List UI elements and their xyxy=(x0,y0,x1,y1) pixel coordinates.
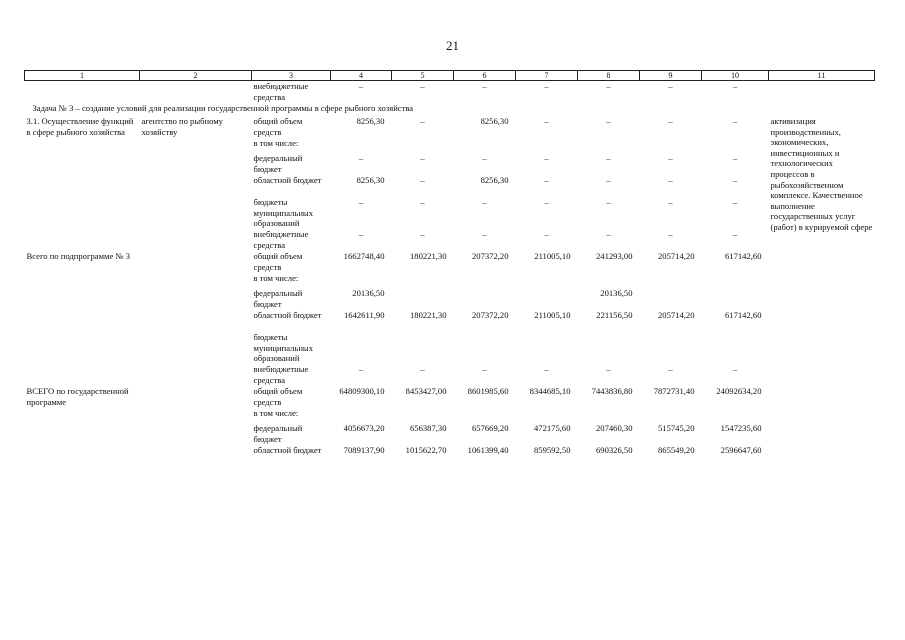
value-cell: 865549,20 xyxy=(657,445,695,455)
value-cell: 657669,20 xyxy=(471,423,509,433)
task-title: Задача № 3 – создание условий для реализации государственной программы в сфере рыбного хозяйства xyxy=(32,103,414,113)
value-cell: 205714,20 xyxy=(657,310,695,320)
value-cell: 1547235,60 xyxy=(720,423,762,433)
empty-value: – xyxy=(668,175,673,185)
value-cell: 8256,30 xyxy=(480,175,509,185)
value-cell: 8256,30 xyxy=(356,116,385,126)
empty-value: – xyxy=(668,81,673,91)
empty-value: – xyxy=(732,175,738,185)
empty-value: – xyxy=(358,153,364,163)
task-row xyxy=(25,103,875,116)
value-cell: 8344685,10 xyxy=(529,386,571,396)
row-label: областной бюджет xyxy=(253,310,322,320)
header-cell: 9 xyxy=(640,71,702,81)
empty-value: – xyxy=(544,197,549,207)
value-cell: 8453427,00 xyxy=(405,386,447,396)
value-cell: 1662748,40 xyxy=(343,251,385,261)
program-total-label: ВСЕГО по государственной программе xyxy=(26,386,129,407)
row-label: в том числе: xyxy=(253,273,299,283)
row-label: общий объем средств xyxy=(253,251,303,272)
empty-value: – xyxy=(544,175,549,185)
value-cell: 1642611,90 xyxy=(343,310,385,320)
empty-value: – xyxy=(732,364,738,374)
row-label: бюджеты муниципальных образований xyxy=(253,197,313,229)
empty-value: – xyxy=(420,81,425,91)
value-cell: 4056673,20 xyxy=(343,423,385,433)
row-label: областной бюджет xyxy=(253,445,322,455)
value-cell: 20136,50 xyxy=(600,288,633,298)
empty-value: – xyxy=(732,116,738,126)
value-cell: 617142,60 xyxy=(724,251,762,261)
empty-value: – xyxy=(482,364,487,374)
empty-value: – xyxy=(358,364,364,374)
value-cell: 207372,20 xyxy=(471,251,509,261)
row-label: общий объем средств xyxy=(253,116,303,137)
empty-value: – xyxy=(668,116,673,126)
value-cell: 690326,50 xyxy=(595,445,633,455)
header-cell: 10 xyxy=(702,71,769,81)
value-cell: 617142,60 xyxy=(724,310,762,320)
empty-value: – xyxy=(420,197,425,207)
page-number: 21 xyxy=(446,38,459,53)
empty-value: – xyxy=(732,153,738,163)
empty-value: – xyxy=(482,197,487,207)
empty-value: – xyxy=(420,175,425,185)
empty-value: – xyxy=(420,229,425,239)
row-label: внебюджетные средства xyxy=(253,229,309,250)
empty-value: – xyxy=(668,153,673,163)
value-cell: 241293,00 xyxy=(595,251,633,261)
empty-value: – xyxy=(544,153,549,163)
value-cell: 180221,30 xyxy=(409,251,447,261)
empty-value: – xyxy=(606,153,611,163)
header-cell: 4 xyxy=(331,71,392,81)
row-label: федеральный бюджет xyxy=(253,288,303,309)
value-cell: 8256,30 xyxy=(356,175,385,185)
value-cell: 7443836,80 xyxy=(591,386,633,396)
empty-value: – xyxy=(482,229,487,239)
empty-value: – xyxy=(732,197,738,207)
row-label: внебюджетные средства xyxy=(253,364,309,385)
empty-value: – xyxy=(544,364,549,374)
empty-value: – xyxy=(606,364,611,374)
empty-value: – xyxy=(668,364,673,374)
value-cell: 211005,10 xyxy=(534,251,571,261)
empty-value: – xyxy=(482,81,487,91)
value-cell: 515745,20 xyxy=(657,423,695,433)
empty-value: – xyxy=(606,197,611,207)
row-label: общий объем средств xyxy=(253,386,303,407)
value-cell: 205714,20 xyxy=(657,251,695,261)
empty-value: – xyxy=(544,116,549,126)
header-cell: 11 xyxy=(769,71,875,81)
empty-value: – xyxy=(606,175,611,185)
value-cell: 7089137,90 xyxy=(343,445,385,455)
value-cell: 472175,60 xyxy=(533,423,571,433)
empty-value: – xyxy=(732,81,738,91)
value-cell: 1061399,40 xyxy=(467,445,509,455)
row-label: в том числе: xyxy=(253,138,299,148)
value-cell: 207460,30 xyxy=(595,423,633,433)
empty-value: – xyxy=(482,153,487,163)
value-cell: 211005,10 xyxy=(534,310,571,320)
empty-value: – xyxy=(358,229,364,239)
empty-value: – xyxy=(420,364,425,374)
row-label: бюджеты муниципальных образований xyxy=(253,332,313,364)
header-cell: 2 xyxy=(140,71,252,81)
empty-value: – xyxy=(668,197,673,207)
value-cell: 656387,30 xyxy=(409,423,447,433)
table-row xyxy=(25,81,875,104)
empty-value: – xyxy=(420,116,425,126)
empty-value: – xyxy=(544,229,549,239)
value-cell: 221156,50 xyxy=(596,310,633,320)
header-cell: 3 xyxy=(252,71,331,81)
table-row xyxy=(25,251,875,273)
value-cell: 859592,50 xyxy=(533,445,571,455)
value-cell: 24092634,20 xyxy=(716,386,762,396)
row-label: федеральный бюджет xyxy=(253,153,303,174)
value-cell: 180221,30 xyxy=(409,310,447,320)
header-cell: 7 xyxy=(516,71,578,81)
empty-value: – xyxy=(358,197,364,207)
header-cell: 6 xyxy=(454,71,516,81)
empty-value: – xyxy=(544,81,549,91)
row-label: областной бюджет xyxy=(253,175,322,185)
empty-value: – xyxy=(420,153,425,163)
value-cell: 207372,20 xyxy=(471,310,509,320)
value-cell: 8601985,60 xyxy=(467,386,509,396)
header-cell: 8 xyxy=(578,71,640,81)
subprogram-total-label: Всего по подпрограмме № 3 xyxy=(26,251,131,261)
empty-value: – xyxy=(732,229,738,239)
header-cell: 1 xyxy=(25,71,140,81)
responsible-agency: агентство по рыбному хозяйству xyxy=(141,116,223,137)
empty-value: – xyxy=(606,81,611,91)
activity-name: 3.1. Осуществление функций в сфере рыбного хозяйства xyxy=(26,116,134,137)
empty-value: – xyxy=(358,81,364,91)
value-cell: 8256,30 xyxy=(480,116,509,126)
value-cell: 20136,50 xyxy=(352,288,385,298)
empty-value: – xyxy=(606,116,611,126)
expected-result: активизация производственных, экономических, инвестиционных и технологических процессов в рыбохозяйственном комплексе. Качественное выполнение государственных услуг (работ) в курируемой сфере xyxy=(770,116,873,232)
table-row xyxy=(25,386,875,408)
empty-value: – xyxy=(606,229,611,239)
header-cell: 5 xyxy=(392,71,454,81)
empty-value: – xyxy=(668,229,673,239)
value-cell: 1015622,70 xyxy=(405,445,447,455)
row-label: федеральный бюджет xyxy=(253,423,303,444)
row-label: внебюджетные средства xyxy=(253,81,309,102)
value-cell: 7872731,40 xyxy=(653,386,695,396)
row-label: в том числе: xyxy=(253,408,299,418)
budget-table xyxy=(24,70,875,467)
value-cell: 64809300,10 xyxy=(339,386,385,396)
table-header-row xyxy=(25,71,875,81)
table-row xyxy=(25,116,875,138)
value-cell: 2596647,60 xyxy=(720,445,762,455)
